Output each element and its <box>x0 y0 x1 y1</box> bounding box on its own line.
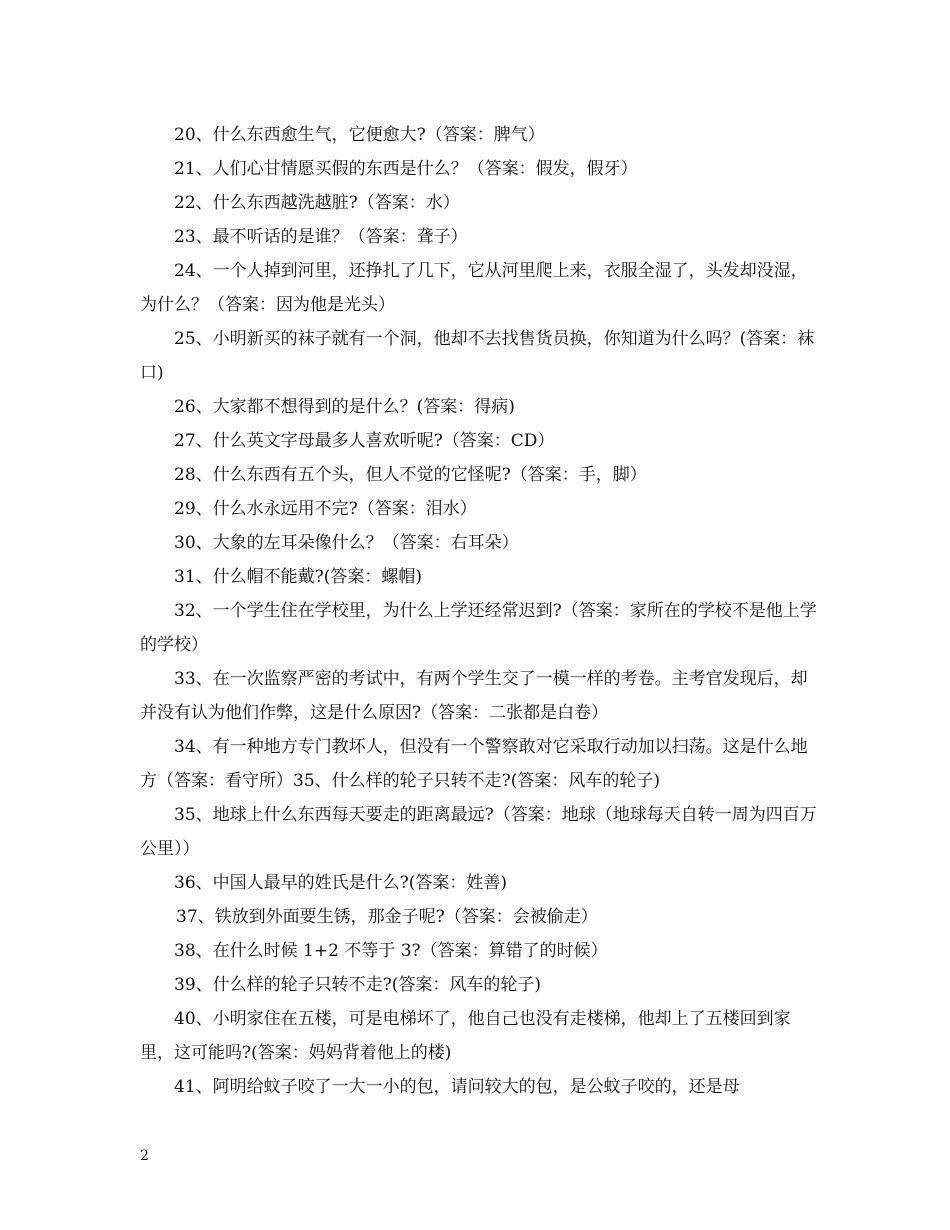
paragraph-28: 28、什么东西有五个头，但人不觉的它怪呢?（答案：手，脚） <box>174 465 647 485</box>
paragraph-38: 38、在什么时候 1+2 不等于 3?（答案：算错了的时候） <box>174 941 608 961</box>
paragraph-35: 35、地球上什么东西每天要走的距离最远?（答案：地球（地球每天自转一周为四百万公里）） <box>140 805 817 859</box>
paragraph-40: 40、小明家住在五楼，可是电梯坏了，他自己也没有走楼梯，他却上了五楼回到家里，这可能吗?(答案：妈妈背着他上的楼) <box>140 1009 791 1063</box>
paragraph-26: 26、大家都不想得到的是什么？(答案：得病) <box>174 397 515 417</box>
paragraph-37: 37、铁放到外面要生锈，那金子呢?（答案：会被偷走） <box>176 907 598 927</box>
paragraph-31: 31、什么帽不能戴?(答案：螺帽) <box>174 567 423 587</box>
paragraph-39: 39、什么样的轮子只转不走?(答案：风车的轮子) <box>174 975 542 995</box>
paragraph-41: 41、阿明给蚊子咬了一大一小的包，请问较大的包，是公蚊子咬的，还是母 <box>174 1077 740 1097</box>
paragraph-33: 33、在一次监察严密的考试中，有两个学生交了一模一样的考卷。主考官发现后，却并没有认为他们作弊，这是什么原因?（答案：二张都是白卷） <box>140 669 808 723</box>
paragraph-34: 34、有一种地方专门教坏人，但没有一个警察敢对它采取行动加以扫荡。这是什么地方（答案：看守所）35、什么样的轮子只转不走?(答案：风车的轮子) <box>140 737 808 791</box>
paragraph-32: 32、一个学生住在学校里，为什么上学还经常迟到?（答案：家所在的学校不是他上学的学校） <box>140 601 817 655</box>
paragraph-27: 27、什么英文字母最多人喜欢听呢?（答案：CD） <box>174 431 555 451</box>
document-body <box>140 118 820 1104</box>
paragraph-24: 24、一个人掉到河里，还挣扎了几下，它从河里爬上来，衣服全湿了，头发却没湿，为什么？（答案：因为他是光头） <box>140 261 808 315</box>
page-number: 2 <box>140 1148 149 1164</box>
paragraph-20: 20、什么东西愈生气，它便愈大?（答案：脾气） <box>174 125 545 145</box>
paragraph-23: 23、最不听话的是谁？（答案：聋子） <box>174 227 468 247</box>
paragraph-30: 30、大象的左耳朵像什么？（答案：右耳朵） <box>174 533 519 553</box>
paragraph-29: 29、什么水永远用不完?（答案：泪水） <box>174 499 477 519</box>
paragraph-25: 25、小明新买的袜子就有一个洞，他却不去找售货员换，你知道为什么吗？(答案：袜口) <box>140 329 815 383</box>
paragraph-21: 21、人们心甘情愿买假的东西是什么？（答案：假发，假牙） <box>174 159 638 179</box>
paragraph-22: 22、什么东西越洗越脏?（答案：水） <box>174 193 460 213</box>
paragraph-36: 36、中国人最早的姓氏是什么?(答案：姓善) <box>174 873 508 893</box>
